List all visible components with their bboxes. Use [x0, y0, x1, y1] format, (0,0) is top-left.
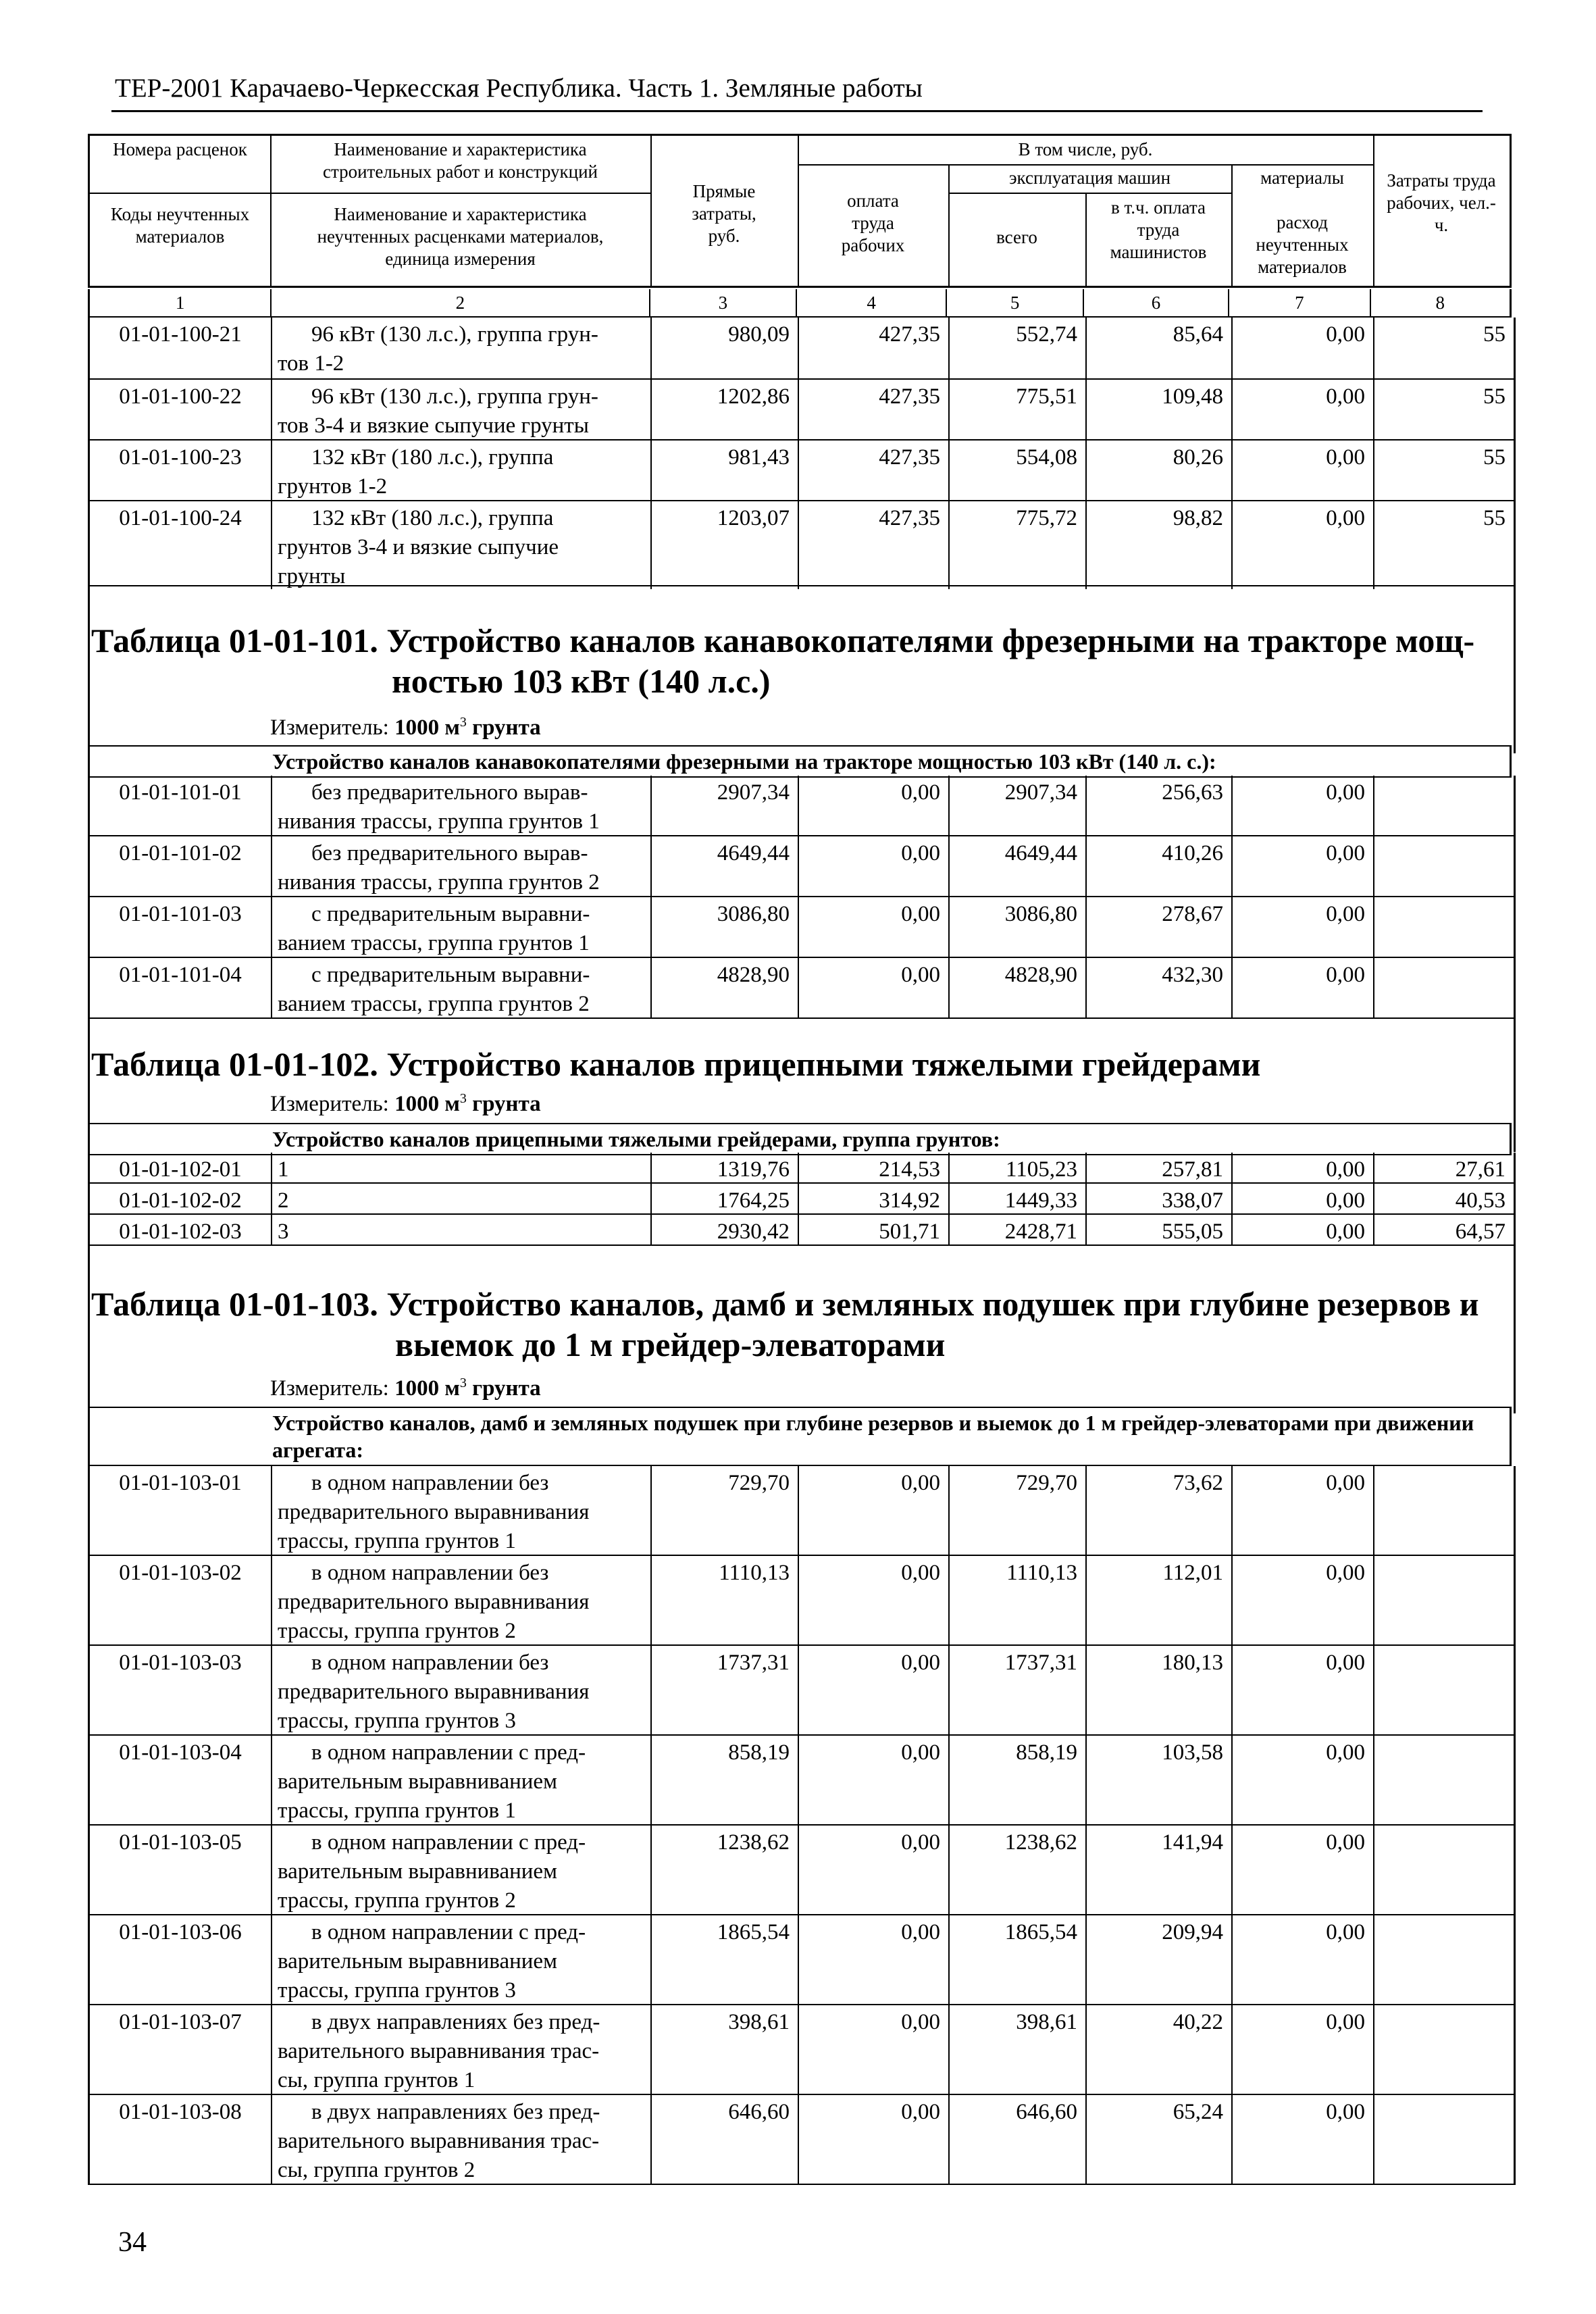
- table-102-measure: Измеритель: 1000 $м^3$ грунта: [270, 1091, 541, 1116]
- table-row: [90, 2095, 1514, 2185]
- machines-total: 4828,90: [950, 958, 1087, 1017]
- machines-total: 554,08: [950, 441, 1087, 500]
- operators-pay: 256,63: [1087, 776, 1233, 835]
- rate-code: 01-01-100-24: [90, 501, 272, 589]
- labor-pay: 0,00: [799, 776, 950, 835]
- materials: 0,00: [1233, 441, 1374, 500]
- operators-pay: 98,82: [1087, 501, 1233, 589]
- rate-code: 01-01-102-03: [90, 1215, 272, 1244]
- operators-pay: 73,62: [1087, 1466, 1233, 1555]
- labor-hours: 55: [1483, 445, 1505, 470]
- direct-costs: 729,70: [652, 1466, 799, 1555]
- materials: 0,00: [1233, 318, 1374, 378]
- table-row: [90, 1556, 1514, 1646]
- direct-costs: 646,60: [652, 2095, 799, 2184]
- operators-pay: 141,94: [1087, 1826, 1233, 1914]
- rate-code: 01-01-101-04: [90, 958, 272, 1017]
- table-row: [90, 1646, 1514, 1736]
- table-101-measure: Измеритель: 1000 $м^3$ грунта: [270, 715, 541, 740]
- work-description: в одном направлении без предварительного выравнивания трассы, группа грунтов 2: [272, 1556, 652, 1644]
- labor-pay: 501,71: [799, 1215, 950, 1244]
- table-row: [90, 776, 1514, 836]
- machines-total: 1105,23: [950, 1153, 1087, 1182]
- labor-hours: [1374, 1466, 1514, 1555]
- labor-pay: 0,00: [799, 1736, 950, 1824]
- table-103-measure: Измеритель: 1000 $м^3$ грунта: [270, 1376, 541, 1401]
- work-description: в двух направлениях без пред- варительного выравнивания трас- сы, группа грунтов 2: [272, 2095, 652, 2184]
- labor-pay: 427,35: [799, 501, 950, 589]
- table-row: [90, 1466, 1514, 1556]
- operators-pay: 65,24: [1087, 2095, 1233, 2184]
- labor-hours: 64,57: [1455, 1219, 1505, 1244]
- materials: 0,00: [1233, 2095, 1374, 2184]
- labor-hours: 40,53: [1455, 1188, 1505, 1213]
- table-row: [90, 2005, 1514, 2095]
- hdr-col2-top: Наименование и характеристика строительных работ и конструкций: [322, 139, 598, 182]
- work-description: без предварительного вырав- нивания трассы, группа грунтов 1: [272, 776, 652, 835]
- work-description: 132 кВт (180 л.с.), группа грунтов 1-2: [272, 441, 652, 500]
- colnum: 5: [947, 289, 1083, 316]
- labor-hours: [1374, 897, 1514, 957]
- labor-pay: 0,00: [799, 2005, 950, 2094]
- labor-hours: [1374, 1826, 1514, 1914]
- rate-code: 01-01-101-01: [90, 776, 272, 835]
- table-row: [90, 1826, 1514, 1915]
- operators-pay: 85,64: [1087, 318, 1233, 378]
- machines-total: 4649,44: [950, 836, 1087, 896]
- operators-pay: 103,58: [1087, 1736, 1233, 1824]
- table-103-subheading: Устройство каналов, дамб и земляных подушек при глубине резервов и выемок до 1 м грейдер-элеваторами при движении агрегата:: [88, 1407, 1512, 1466]
- table-101-title: Таблица 01-01-101. Устройство каналов канавокопателями фрезерными на тракторе мощ- ностью 103 кВт (140 л.с.): [91, 622, 1475, 700]
- operators-pay: 432,30: [1087, 958, 1233, 1017]
- machines-total: 858,19: [950, 1736, 1087, 1824]
- labor-hours: [1374, 776, 1514, 835]
- work-description: в одном направлении с пред- варительным выравниванием трассы, группа грунтов 3: [272, 1915, 652, 2004]
- materials: 0,00: [1233, 1466, 1374, 1555]
- table-row: [90, 958, 1514, 1019]
- colnum: 6: [1084, 289, 1229, 316]
- work-description: в одном направлении без предварительного выравнивания трассы, группа грунтов 3: [272, 1646, 652, 1734]
- materials: 0,00: [1233, 1556, 1374, 1644]
- operators-pay: 109,48: [1087, 380, 1233, 439]
- table-row: [90, 1153, 1514, 1184]
- machines-total: 775,51: [950, 380, 1087, 439]
- work-description: в одном направлении с пред- варительным выравниванием трассы, группа грунтов 1: [272, 1736, 652, 1824]
- table-row: [90, 1915, 1514, 2005]
- table-row: [90, 1184, 1514, 1215]
- table-row: [90, 897, 1514, 958]
- direct-costs: 981,43: [652, 441, 799, 500]
- labor-pay: 0,00: [799, 1915, 950, 2004]
- direct-costs: 2930,42: [652, 1215, 799, 1244]
- materials: 0,00: [1233, 1736, 1374, 1824]
- work-description: 96 кВт (130 л.с.), группа грун- тов 1-2: [272, 318, 652, 378]
- colnum: 8: [1435, 293, 1445, 313]
- labor-pay: 0,00: [799, 2095, 950, 2184]
- hdr-col6: в т.ч. оплата труда машинистов: [1110, 197, 1207, 262]
- operators-pay: 278,67: [1087, 897, 1233, 957]
- labor-pay: 0,00: [799, 1466, 950, 1555]
- materials: 0,00: [1233, 1184, 1374, 1213]
- soil-group: 1: [272, 1153, 652, 1182]
- machines-total: 1238,62: [950, 1826, 1087, 1914]
- labor-hours: 55: [1483, 506, 1505, 530]
- labor-hours: [1374, 1646, 1514, 1734]
- table-103-title: Таблица 01-01-103. Устройство каналов, дамб и земляных подушек при глубине резервов и выемок до 1 м грейдер-элеваторами: [91, 1285, 1479, 1363]
- colnum: 3: [650, 289, 797, 316]
- materials: 0,00: [1233, 1153, 1374, 1182]
- direct-costs: 1764,25: [652, 1184, 799, 1213]
- direct-costs: 1202,86: [652, 380, 799, 439]
- table-100: [88, 318, 1516, 589]
- table-102: [88, 1153, 1516, 1246]
- machines-total: 398,61: [950, 2005, 1087, 2094]
- work-description: в двух направлениях без пред- варительного выравнивания трас- сы, группа грунтов 1: [272, 2005, 652, 2094]
- hdr-mat: материалы: [1260, 168, 1344, 188]
- work-description: 96 кВт (130 л.с.), группа грун- тов 3-4 и вязкие сыпучие грунты: [272, 380, 652, 439]
- machines-total: 3086,80: [950, 897, 1087, 957]
- page-number: 34: [118, 2227, 147, 2258]
- soil-group: 2: [272, 1184, 652, 1213]
- page-header-title: ТЕР-2001 Карачаево-Черкесская Республика. Часть 1. Земляные работы: [115, 74, 923, 103]
- labor-pay: 0,00: [799, 1556, 950, 1644]
- machines-total: 1449,33: [950, 1184, 1087, 1213]
- machines-total: 2428,71: [950, 1215, 1087, 1244]
- labor-pay: 0,00: [799, 1646, 950, 1734]
- labor-hours: [1374, 2005, 1514, 2094]
- rate-code: 01-01-101-03: [90, 897, 272, 957]
- table-101-subheading: Устройство каналов канавокопателями фрезерными на тракторе мощностью 103 кВт (140 л. с.):: [88, 745, 1512, 778]
- labor-hours: [1374, 2095, 1514, 2184]
- work-description: без предварительного вырав- нивания трассы, группа грунтов 2: [272, 836, 652, 896]
- hdr-col1-top: Номера расценок: [113, 139, 247, 159]
- labor-hours: [1374, 1736, 1514, 1824]
- labor-hours: 55: [1483, 384, 1505, 409]
- labor-pay: 427,35: [799, 380, 950, 439]
- operators-pay: 410,26: [1087, 836, 1233, 896]
- materials: 0,00: [1233, 1215, 1374, 1244]
- direct-costs: 4649,44: [652, 836, 799, 896]
- labor-hours: 55: [1483, 322, 1505, 347]
- materials: 0,00: [1233, 1915, 1374, 2004]
- hdr-col4: оплата труда рабочих: [841, 191, 905, 255]
- materials: 0,00: [1233, 836, 1374, 896]
- labor-hours: [1374, 1915, 1514, 2004]
- operators-pay: 209,94: [1087, 1915, 1233, 2004]
- work-description: 132 кВт (180 л.с.), группа грунтов 3-4 и вязкие сыпучие грунты: [272, 501, 652, 589]
- operators-pay: 180,13: [1087, 1646, 1233, 1734]
- materials: 0,00: [1233, 958, 1374, 1017]
- table-103: [88, 1466, 1516, 2185]
- direct-costs: 1737,31: [652, 1646, 799, 1734]
- direct-costs: 1238,62: [652, 1826, 799, 1914]
- rate-code: 01-01-101-02: [90, 836, 272, 896]
- colnum: 7: [1229, 289, 1370, 316]
- labor-pay: 0,00: [799, 958, 950, 1017]
- table-row: [90, 380, 1514, 441]
- rate-code: 01-01-103-06: [90, 1915, 272, 2004]
- labor-hours: [1374, 836, 1514, 896]
- materials: 0,00: [1233, 380, 1374, 439]
- operators-pay: 112,01: [1087, 1556, 1233, 1644]
- table-row: [90, 501, 1514, 589]
- rate-code: 01-01-100-23: [90, 441, 272, 500]
- rate-code: 01-01-103-01: [90, 1466, 272, 1555]
- work-description: в одном направлении с пред- варительным выравниванием трассы, группа грунтов 2: [272, 1826, 652, 1914]
- header-rule: [111, 110, 1483, 112]
- direct-costs: 858,19: [652, 1736, 799, 1824]
- direct-costs: 1203,07: [652, 501, 799, 589]
- labor-hours: [1374, 1556, 1514, 1644]
- table-row: [90, 1215, 1514, 1246]
- direct-costs: 4828,90: [652, 958, 799, 1017]
- machines-total: 775,72: [950, 501, 1087, 589]
- labor-hours: [1374, 958, 1514, 1017]
- direct-costs: 1865,54: [652, 1915, 799, 2004]
- rate-code: 01-01-103-05: [90, 1826, 272, 1914]
- materials: 0,00: [1233, 1646, 1374, 1734]
- direct-costs: 980,09: [652, 318, 799, 378]
- hdr-col3: Прямые затраты, руб.: [692, 181, 756, 246]
- table-row: [90, 1736, 1514, 1826]
- rate-code: 01-01-102-01: [90, 1153, 272, 1182]
- table-101: [88, 776, 1516, 1019]
- hdr-col7: расход неучтенных материалов: [1256, 212, 1349, 277]
- labor-pay: 427,35: [799, 441, 950, 500]
- hdr-col8: Затраты труда рабочих, чел.-ч.: [1387, 170, 1496, 235]
- hdr-col2-bottom: Наименование и характеристика неучтенных расценками материалов, единица измерения: [317, 204, 604, 269]
- materials: 0,00: [1233, 776, 1374, 835]
- direct-costs: 398,61: [652, 2005, 799, 2094]
- column-numbers-row: [88, 289, 1512, 318]
- labor-hours: 27,61: [1455, 1157, 1505, 1182]
- labor-pay: 427,35: [799, 318, 950, 378]
- labor-pay: 214,53: [799, 1153, 950, 1182]
- rate-code: 01-01-103-07: [90, 2005, 272, 2094]
- table-row: [90, 318, 1514, 380]
- direct-costs: 3086,80: [652, 897, 799, 957]
- labor-pay: 0,00: [799, 836, 950, 896]
- hdr-ekspl: эксплуатация машин: [1008, 168, 1171, 188]
- operators-pay: 40,22: [1087, 2005, 1233, 2094]
- materials: 0,00: [1233, 2005, 1374, 2094]
- machines-total: 552,74: [950, 318, 1087, 378]
- direct-costs: 1319,76: [652, 1153, 799, 1182]
- labor-pay: 0,00: [799, 1826, 950, 1914]
- labor-pay: 0,00: [799, 897, 950, 957]
- colnum: 1: [90, 289, 272, 316]
- rate-code: 01-01-103-03: [90, 1646, 272, 1734]
- operators-pay: 80,26: [1087, 441, 1233, 500]
- rate-code: 01-01-100-22: [90, 380, 272, 439]
- work-description: с предварительным выравни- ванием трассы, группа грунтов 2: [272, 958, 652, 1017]
- soil-group: 3: [272, 1215, 652, 1244]
- direct-costs: 1110,13: [652, 1556, 799, 1644]
- table-102-title: Таблица 01-01-102. Устройство каналов прицепными тяжелыми грейдерами: [91, 1045, 1261, 1083]
- materials: 0,00: [1233, 1826, 1374, 1914]
- machines-total: 1110,13: [950, 1556, 1087, 1644]
- materials: 0,00: [1233, 897, 1374, 957]
- machines-total: 729,70: [950, 1466, 1087, 1555]
- table-column-header: [88, 134, 1512, 288]
- table-102-subheading: Устройство каналов прицепными тяжелыми грейдерами, группа грунтов:: [88, 1123, 1512, 1155]
- rate-code: 01-01-103-04: [90, 1736, 272, 1824]
- rate-code: 01-01-103-08: [90, 2095, 272, 2184]
- materials: 0,00: [1233, 501, 1374, 589]
- rate-code: 01-01-102-02: [90, 1184, 272, 1213]
- work-description: в одном направлении без предварительного выравнивания трассы, группа грунтов 1: [272, 1466, 652, 1555]
- operators-pay: 257,81: [1087, 1153, 1233, 1182]
- labor-pay: 314,92: [799, 1184, 950, 1213]
- rate-code: 01-01-100-21: [90, 318, 272, 378]
- hdr-col5: всего: [996, 227, 1037, 247]
- rate-code: 01-01-103-02: [90, 1556, 272, 1644]
- direct-costs: 2907,34: [652, 776, 799, 835]
- machines-total: 2907,34: [950, 776, 1087, 835]
- machines-total: 646,60: [950, 2095, 1087, 2184]
- operators-pay: 555,05: [1087, 1215, 1233, 1244]
- machines-total: 1865,54: [950, 1915, 1087, 2004]
- work-description: с предварительным выравни- ванием трассы, группа грунтов 1: [272, 897, 652, 957]
- operators-pay: 338,07: [1087, 1184, 1233, 1213]
- hdr-group: В том числе, руб.: [1018, 139, 1153, 159]
- colnum: 4: [797, 289, 947, 316]
- colnum: 2: [272, 289, 650, 316]
- table-row: [90, 836, 1514, 897]
- hdr-col1-bottom: Коды неучтенных материалов: [110, 204, 250, 247]
- table-row: [90, 441, 1514, 501]
- machines-total: 1737,31: [950, 1646, 1087, 1734]
